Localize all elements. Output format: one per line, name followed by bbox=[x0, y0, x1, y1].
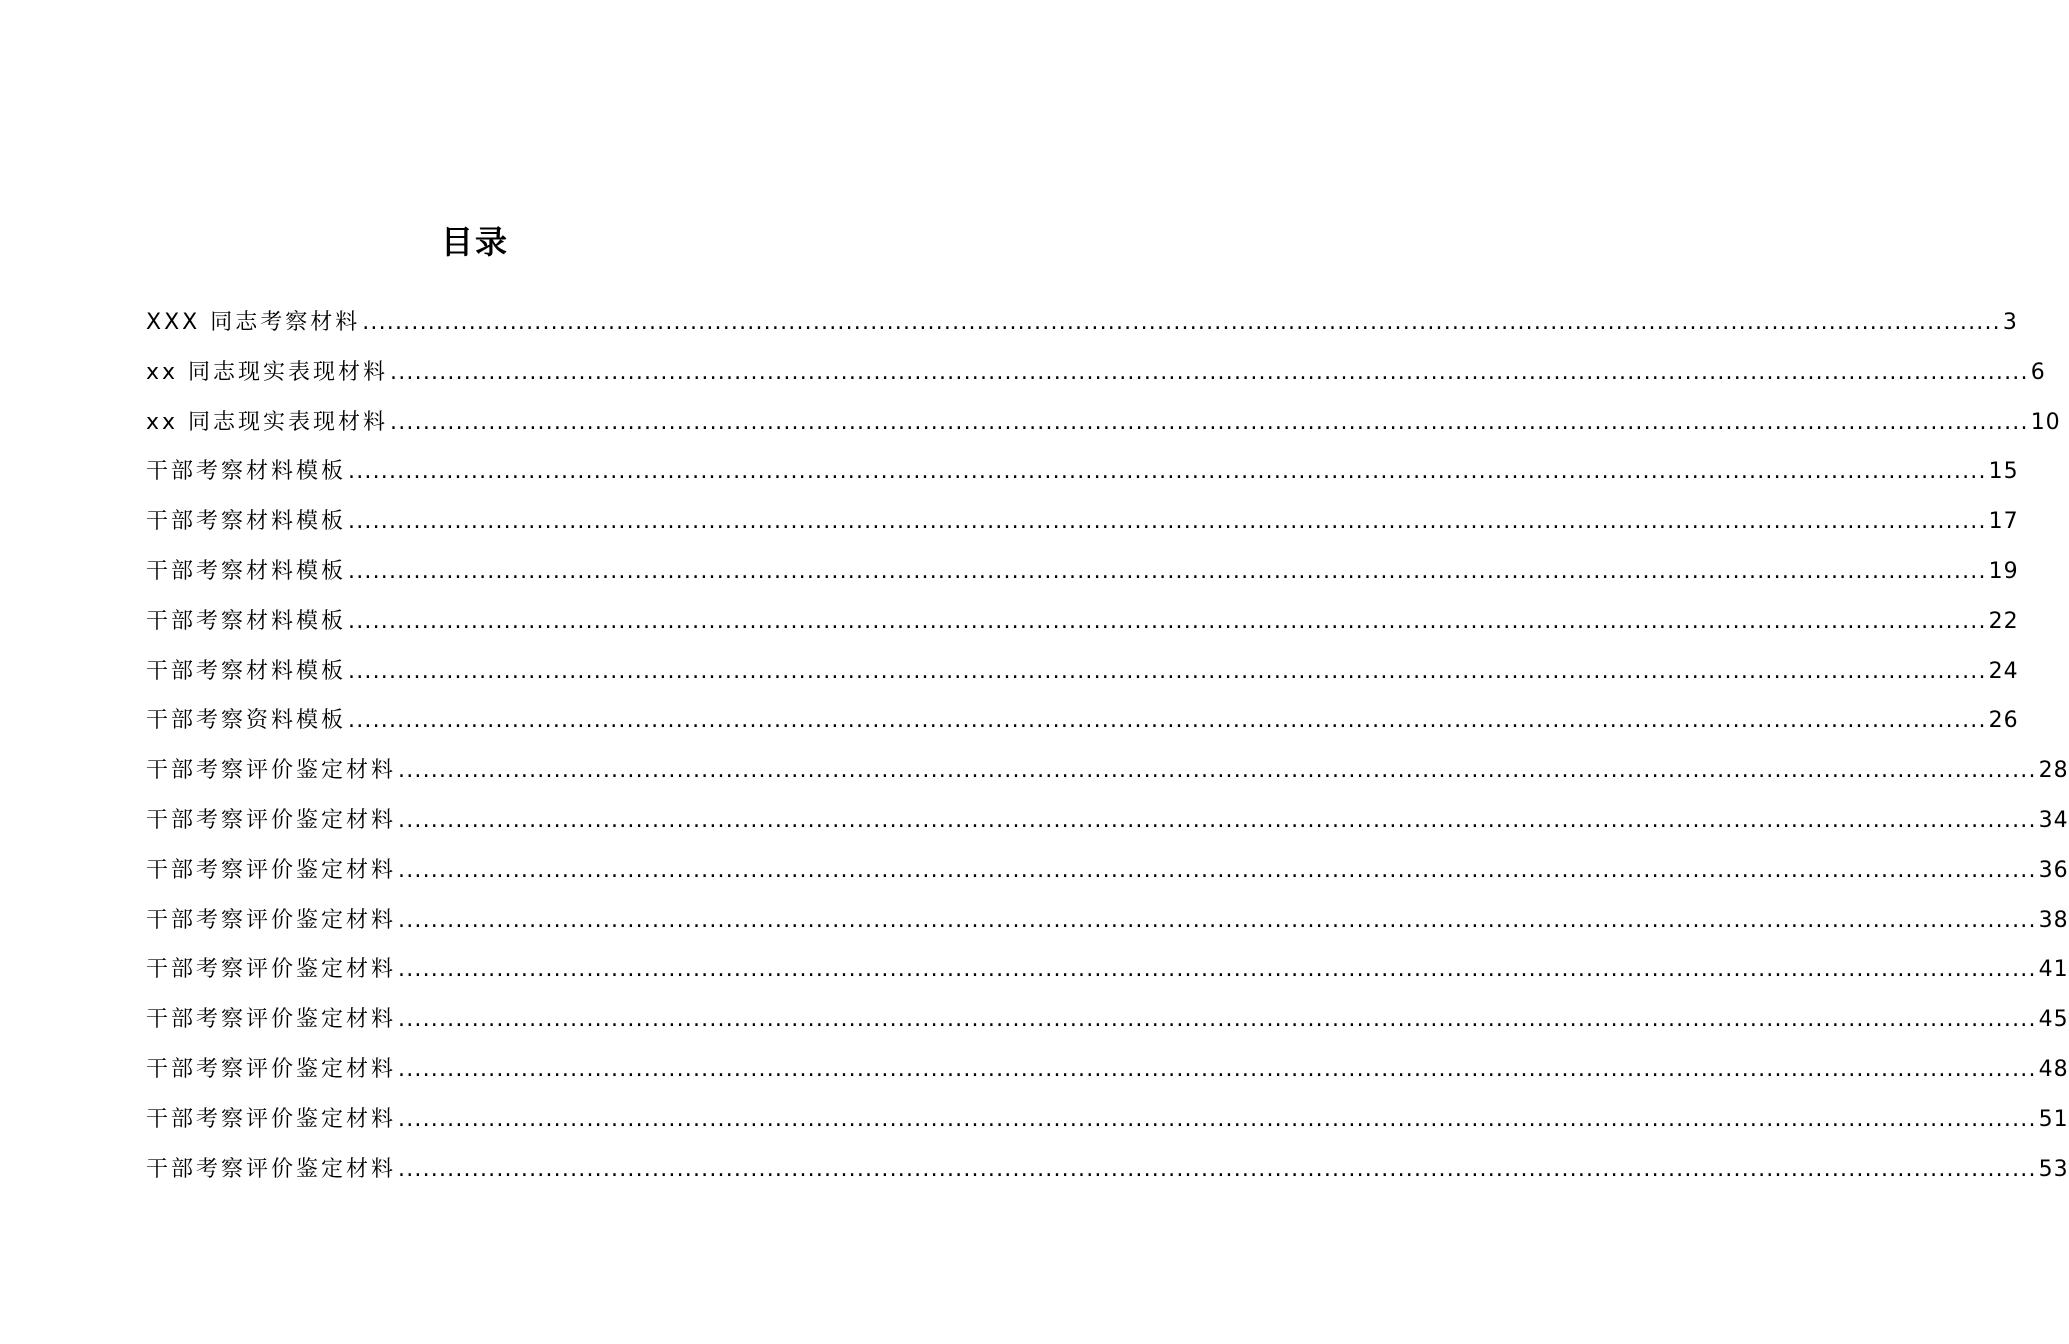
toc-entry[interactable] bbox=[146, 547, 2019, 597]
toc-entry-title: 干部考察评价鉴定材料 bbox=[146, 1106, 397, 1132]
toc-entry-title: 干部考察评价鉴定材料 bbox=[146, 907, 397, 933]
toc-entry[interactable] bbox=[146, 348, 2046, 398]
toc-page-number: 45 bbox=[2038, 1007, 2069, 1033]
toc-page-number: 48 bbox=[2038, 1056, 2069, 1082]
toc-entry-title: 干部考察材料模板 bbox=[146, 459, 347, 485]
toc-entry[interactable] bbox=[146, 945, 2069, 995]
toc-entry[interactable] bbox=[146, 497, 2019, 547]
toc-entry[interactable] bbox=[146, 1045, 2069, 1095]
toc-page-number: 28 bbox=[2038, 758, 2069, 784]
toc-entry-title: xx 同志现实表现材料 bbox=[146, 409, 389, 435]
toc-page-number: 38 bbox=[2038, 907, 2069, 933]
toc-entry[interactable] bbox=[146, 995, 2069, 1045]
toc-dot-leader: ........................................................................................................................................................................................................ bbox=[348, 558, 1987, 584]
toc-entry-title: 干部考察评价鉴定材料 bbox=[146, 857, 397, 883]
toc-page-number: 17 bbox=[1988, 509, 2019, 535]
toc-entry[interactable] bbox=[146, 1095, 2069, 1145]
toc-dot-leader: ........................................................................................................................................................................................................ bbox=[398, 957, 2037, 983]
toc-dot-leader: ........................................................................................................................................................................................................ bbox=[398, 1056, 2037, 1082]
toc-page-number: 53 bbox=[2038, 1156, 2069, 1182]
toc-page-number: 26 bbox=[1988, 708, 2019, 734]
toc-dot-leader: ........................................................................................................................................................................................................ bbox=[348, 658, 1987, 684]
toc-entry-title: xx 同志现实表现材料 bbox=[146, 359, 389, 385]
toc-entry[interactable] bbox=[146, 846, 2069, 896]
toc-title: 目录 bbox=[440, 223, 509, 262]
toc-entry-title: 干部考察评价鉴定材料 bbox=[146, 758, 397, 784]
toc-entry[interactable] bbox=[146, 796, 2069, 846]
toc-entry-title: 干部考察材料模板 bbox=[146, 509, 347, 535]
toc-page-number: 15 bbox=[1988, 459, 2019, 485]
toc-page-number: 22 bbox=[1988, 608, 2019, 634]
toc-entry-title: 干部考察评价鉴定材料 bbox=[146, 1056, 397, 1082]
toc-entry-title: 干部考察评价鉴定材料 bbox=[146, 957, 397, 983]
toc-page-number: 51 bbox=[2038, 1106, 2069, 1132]
toc-list bbox=[146, 298, 2069, 1194]
toc-dot-leader: ........................................................................................................................................................................................................ bbox=[390, 359, 2029, 385]
toc-entry-title: 干部考察材料模板 bbox=[146, 608, 347, 634]
toc-entry-title: 干部考察资料模板 bbox=[146, 708, 347, 734]
toc-page-number: 34 bbox=[2038, 807, 2069, 833]
toc-dot-leader: ........................................................................................................................................................................................................ bbox=[390, 409, 2029, 435]
toc-entry[interactable] bbox=[146, 896, 2069, 946]
toc-dot-leader: ........................................................................................................................................................................................................ bbox=[398, 907, 2037, 933]
toc-page-number: 24 bbox=[1988, 658, 2019, 684]
toc-entry[interactable] bbox=[146, 1145, 2069, 1195]
toc-dot-leader: ........................................................................................................................................................................................................ bbox=[398, 857, 2037, 883]
toc-entry-title: 干部考察材料模板 bbox=[146, 558, 347, 584]
toc-entry[interactable] bbox=[146, 647, 2019, 697]
toc-page-number: 19 bbox=[1988, 558, 2019, 584]
toc-entry-title: 干部考察评价鉴定材料 bbox=[146, 807, 397, 833]
toc-page-number: 10 bbox=[2030, 409, 2061, 435]
toc-page-number: 6 bbox=[2030, 359, 2046, 385]
toc-page-number: 41 bbox=[2038, 957, 2069, 983]
toc-entry[interactable] bbox=[146, 398, 2061, 448]
toc-dot-leader: ........................................................................................................................................................................................................ bbox=[398, 807, 2037, 833]
toc-page-number: 36 bbox=[2038, 857, 2069, 883]
toc-entry-title: XXX 同志考察材料 bbox=[146, 310, 361, 335]
toc-page-number: 3 bbox=[2002, 310, 2018, 335]
toc-entry-title: 干部考察材料模板 bbox=[146, 658, 347, 684]
toc-entry[interactable] bbox=[146, 696, 2019, 746]
toc-entry[interactable] bbox=[146, 597, 2019, 647]
toc-entry[interactable] bbox=[146, 746, 2069, 796]
toc-dot-leader: ........................................................................................................................................................................................................ bbox=[362, 310, 2001, 335]
toc-dot-leader: ........................................................................................................................................................................................................ bbox=[398, 1007, 2037, 1033]
toc-dot-leader: ........................................................................................................................................................................................................ bbox=[348, 459, 1987, 485]
toc-dot-leader: ........................................................................................................................................................................................................ bbox=[398, 1106, 2037, 1132]
toc-dot-leader: ........................................................................................................................................................................................................ bbox=[348, 608, 1987, 634]
toc-entry-title: 干部考察评价鉴定材料 bbox=[146, 1007, 397, 1033]
toc-dot-leader: ........................................................................................................................................................................................................ bbox=[348, 708, 1987, 734]
toc-dot-leader: ........................................................................................................................................................................................................ bbox=[398, 1156, 2037, 1182]
toc-dot-leader: ........................................................................................................................................................................................................ bbox=[398, 758, 2037, 784]
toc-entry[interactable] bbox=[146, 447, 2019, 497]
toc-entry[interactable] bbox=[146, 298, 2018, 348]
toc-entry-title: 干部考察评价鉴定材料 bbox=[146, 1156, 397, 1182]
toc-dot-leader: ........................................................................................................................................................................................................ bbox=[348, 509, 1987, 535]
